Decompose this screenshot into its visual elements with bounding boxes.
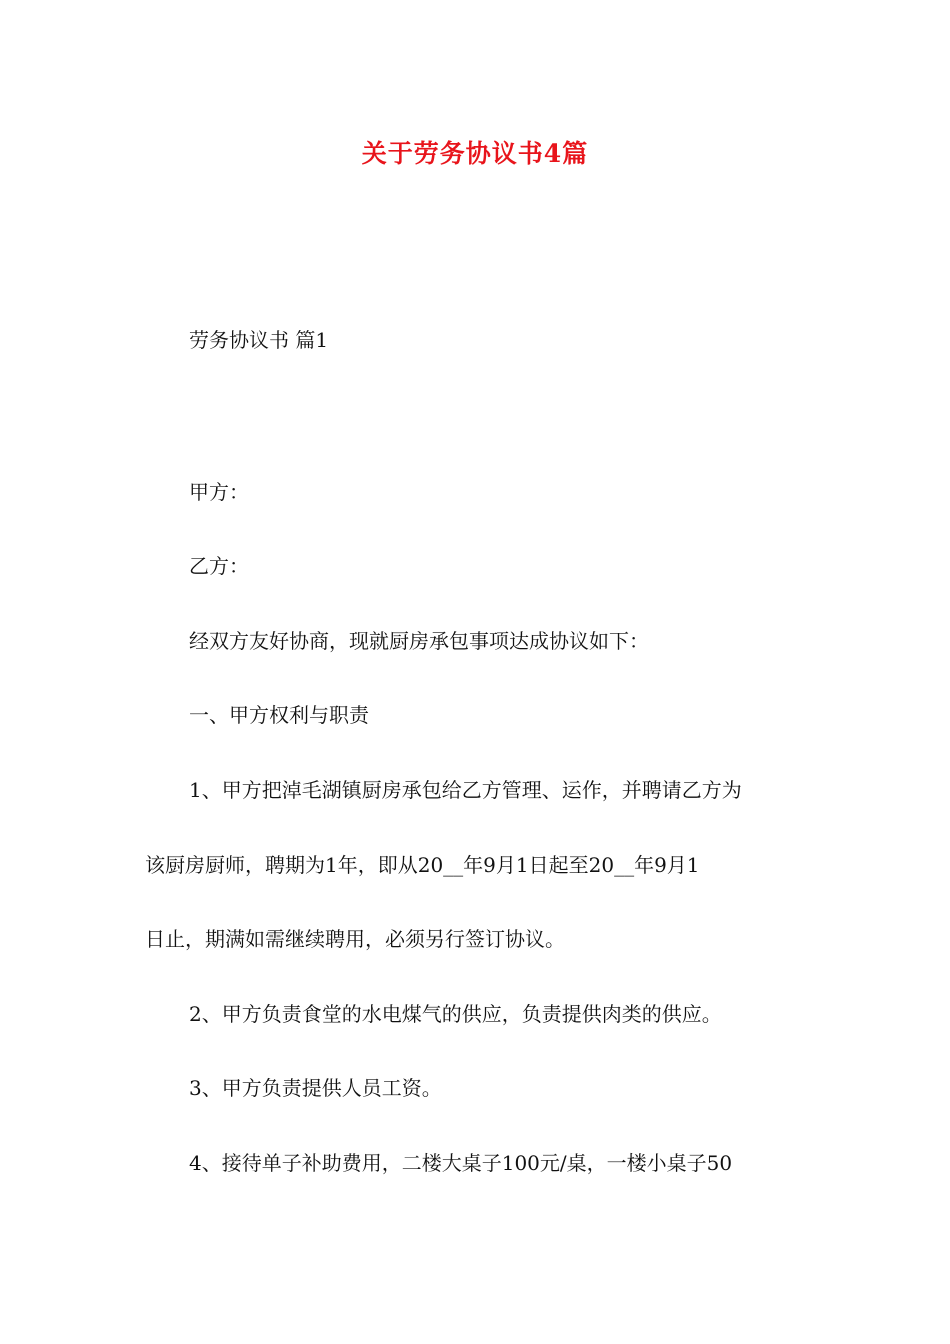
document-title: 关于劳务协议书4篇 xyxy=(361,139,589,168)
clause-4-line-1: 4、接待单子补助费用，二楼大桌子100元/桌，一楼小桌子50 xyxy=(189,1151,733,1175)
clause-3: 3、甲方负责提供人员工资。 xyxy=(189,1076,442,1100)
clause-1-line-2: 该厨房厨师，聘期为1年，即从20__年9月1日起至20__年9月1 xyxy=(145,853,700,877)
heading-party-a-rights: 一、甲方权利与职责 xyxy=(189,703,369,727)
section-heading: 劳务协议书 篇1 xyxy=(189,328,329,352)
party-b-label: 乙方： xyxy=(189,554,249,578)
clause-1-line-1: 1、甲方把淖毛湖镇厨房承包给乙方管理、运作，并聘请乙方为 xyxy=(189,778,742,802)
intro-paragraph: 经双方友好协商，现就厨房承包事项达成协议如下： xyxy=(189,629,649,653)
party-a-label: 甲方： xyxy=(189,480,249,504)
clause-1-line-3: 日止，期满如需继续聘用，必须另行签订协议。 xyxy=(145,927,565,951)
clause-2: 2、甲方负责食堂的水电煤气的供应，负责提供肉类的供应。 xyxy=(189,1002,722,1026)
